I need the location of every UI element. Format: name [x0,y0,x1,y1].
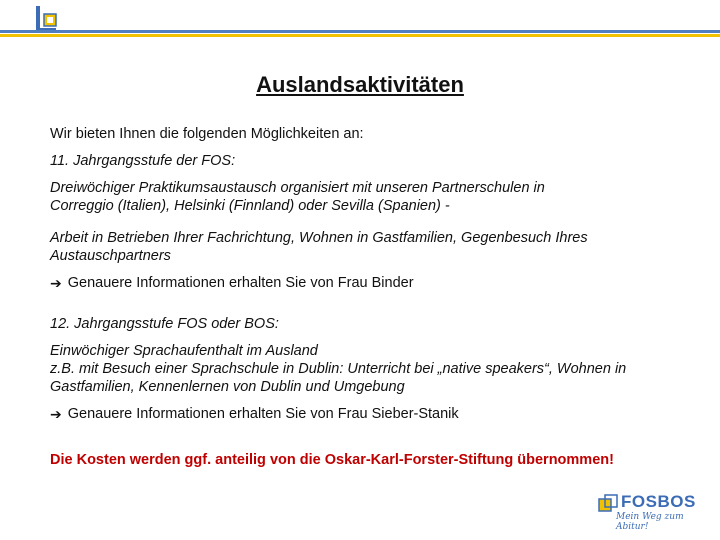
section1-line2: Correggio (Italien), Helsinki (Finnland) oder Sevilla (Spanien) - [50,198,450,214]
fosbos-logo [598,492,698,532]
section2-info [50,405,710,423]
section2-detail2: Gastfamilien, Kennenlernen von Dublin und Umgebung [50,379,405,395]
header-rule-yellow [0,34,720,37]
intro-text: Wir bieten Ihnen die folgenden Möglichkeiten an: [50,126,364,142]
section2-info-text: Genauere Informationen erhalten Sie von Frau Sieber-Stanik [67,406,459,422]
section1-heading: 11. Jahrgangsstufe der FOS: [50,153,236,169]
header-rule-blue [0,30,720,33]
header-bar [0,0,720,40]
section1-info-text: Genauere Informationen erhalten Sie von Frau Binder [67,275,414,291]
section1-detail2: Austauschpartners [50,248,171,264]
section2-detail1: z.B. mit Besuch einer Sprachschule in Dublin: Unterricht bei „native speakers“, Wohnen in [50,361,627,377]
section2-line1: Einwöchiger Sprachaufenthalt im Ausland [50,343,318,359]
funding-note: Die Kosten werden ggf. anteilig von die Oskar-Karl-Forster-Stiftung übernommen! [50,452,614,468]
page-title: Auslandsaktivitäten [256,72,464,97]
section1-line1: Dreiwöchiger Praktikumsaustausch organisiert mit unseren Partnerschulen in [50,180,545,196]
content-body [50,125,710,469]
section2-heading: 12. Jahrgangsstufe FOS oder BOS: [50,316,279,332]
section1-info [50,274,710,292]
right-arrow-icon: ➔ [50,275,62,291]
fosbos-slogan: Mein Weg zum Abitur! [616,512,684,532]
fosbos-squares-icon [598,494,618,514]
fosbos-brand: FOSBOS [621,492,696,511]
right-arrow-icon: ➔ [50,406,62,422]
section1-detail1: Arbeit in Betrieben Ihrer Fachrichtung, Wohnen in Gastfamilien, Gegenbesuch Ihres [50,230,588,246]
